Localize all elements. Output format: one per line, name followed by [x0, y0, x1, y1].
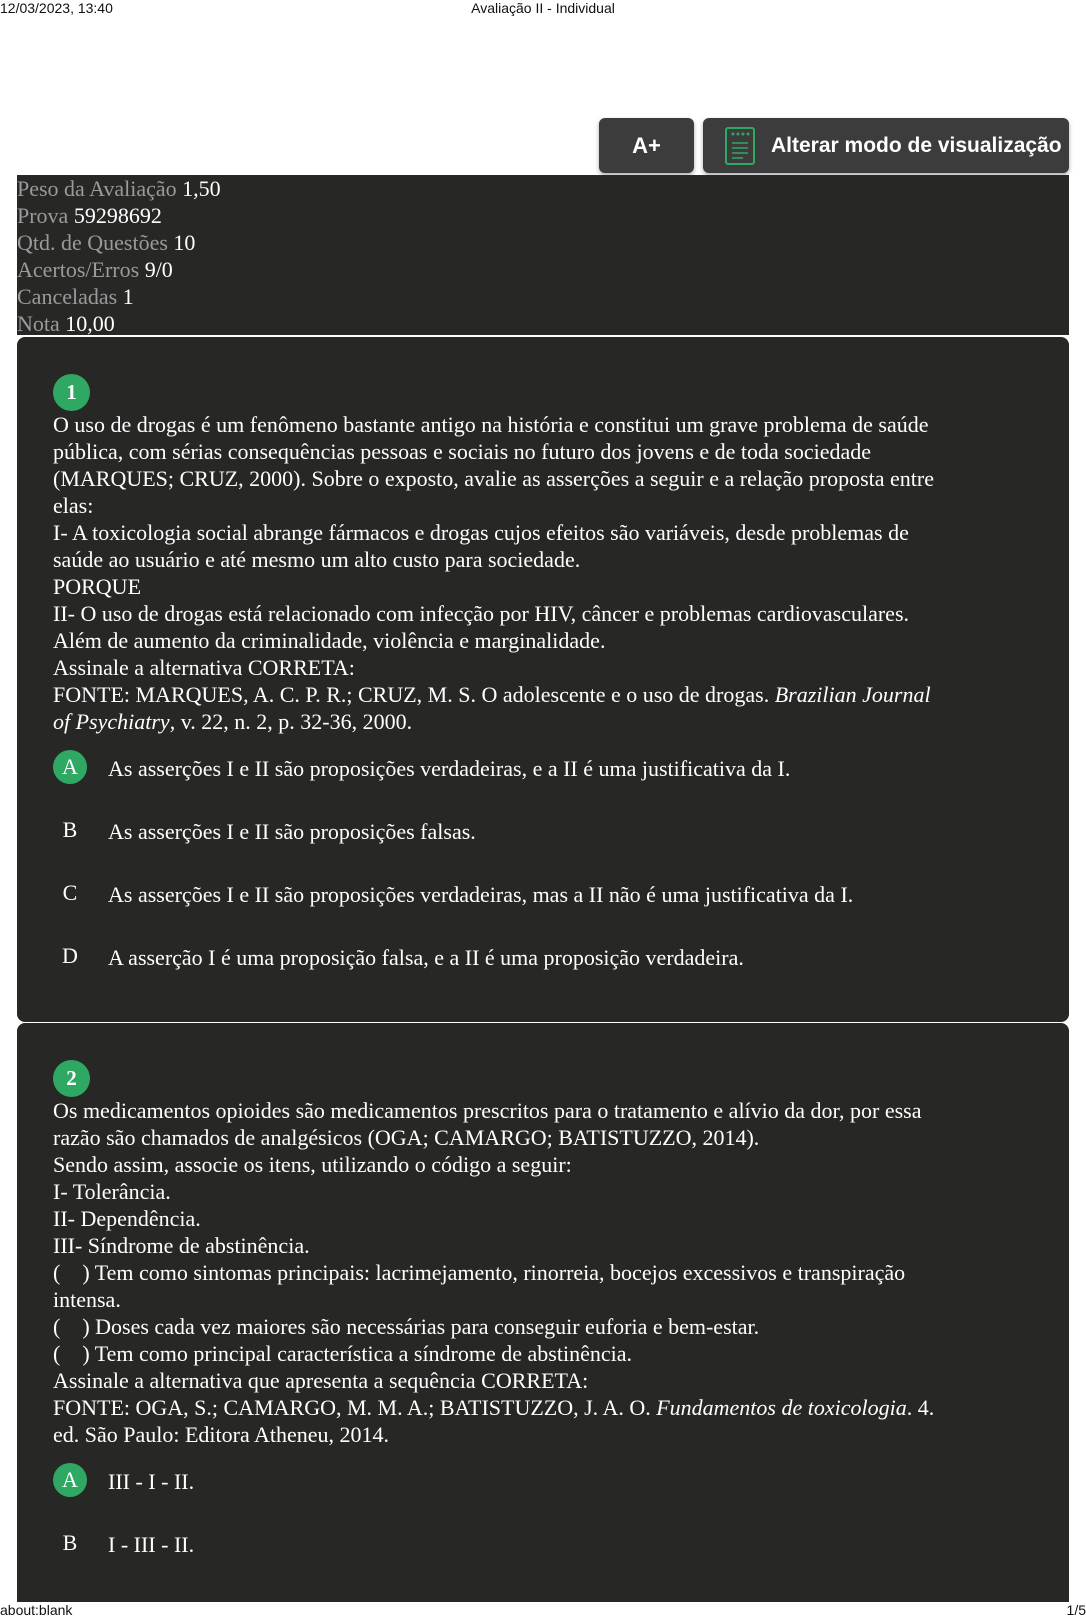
grade-value: 10,00 [65, 311, 115, 336]
view-mode-label: Alterar modo de visualização [771, 133, 1062, 157]
option-text: As asserções I e II são proposições verdadeiras, e a II é uma justificativa da I. [108, 756, 791, 781]
option-text: A asserção I é uma proposição falsa, e a II é uma proposição verdadeira. [108, 945, 744, 970]
summary-exam [17, 202, 1069, 229]
question-card-1 [17, 337, 1069, 1022]
question-line: O uso de drogas é um fenômeno bastante antigo na história e constitui um grave problema de saúde [53, 412, 929, 437]
print-url: about:blank [0, 1602, 73, 1618]
question-line: ( ) Tem como sintomas principais: lacrimejamento, rinorreia, bocejos excessivos e transpiração [53, 1260, 906, 1285]
questions-label: Qtd. de Questões [17, 230, 168, 255]
question-source: ed. São Paulo: Editora Atheneu, 2014. [53, 1422, 390, 1447]
print-page-number: 1/5 [1066, 1602, 1086, 1618]
document-icon [725, 127, 755, 165]
weight-label: Peso da Avaliação [17, 176, 177, 201]
print-datetime: 12/03/2023, 13:40 [0, 0, 113, 16]
option-text: I - III - II. [108, 1532, 195, 1557]
option-a[interactable] [53, 750, 1039, 813]
option-d[interactable] [53, 939, 1039, 1002]
exam-value: 59298692 [73, 203, 162, 228]
summary-score [17, 256, 1069, 283]
question-line: Os medicamentos opioides são medicamentos prescritos para o tratamento e alívio da dor, por essa [53, 1098, 922, 1123]
question-line: pública, com sérias consequências pessoas e sociais no futuro dos jovens e de toda sociedade [53, 439, 872, 464]
cancelled-value: 1 [122, 284, 134, 309]
option-text: As asserções I e II são proposições falsas. [108, 819, 476, 844]
question-line: elas: [53, 493, 94, 518]
option-c[interactable] [53, 876, 1039, 939]
option-b[interactable] [53, 1526, 1039, 1589]
answer-options [53, 1463, 1039, 1589]
exam-label: Prova [17, 203, 69, 228]
question-line: (MARQUES; CRUZ, 2000). Sobre o exposto, avalie as asserções a seguir e a relação proposta entre [53, 466, 934, 491]
option-letter: D [62, 943, 78, 968]
weight-value: 1,50 [182, 176, 221, 201]
grade-label: Nota [17, 311, 60, 336]
option-letter: C [62, 880, 78, 905]
summary-grade [17, 310, 1069, 337]
print-page-title: Avaliação II - Individual [471, 0, 615, 16]
question-line: I- Tolerância. [53, 1179, 171, 1204]
question-line: III- Síndrome de abstinência. [53, 1233, 310, 1258]
question-line: razão são chamados de analgésicos (OGA; CAMARGO; BATISTUZZO, 2014). [53, 1125, 760, 1150]
summary-weight [17, 175, 1069, 202]
question-line: ( ) Tem como principal característica a síndrome de abstinência. [53, 1341, 632, 1366]
question-number: 2 [53, 1060, 90, 1097]
score-label: Acertos/Erros [17, 257, 140, 282]
font-size-label: A+ [632, 132, 661, 158]
question-line: saúde ao usuário e até mesmo um alto custo para sociedade. [53, 547, 581, 572]
question-text [53, 1097, 1039, 1448]
question-line: I- A toxicologia social abrange fármacos e drogas cujos efeitos são variáveis, desde problemas de [53, 520, 909, 545]
question-line: Assinale a alternativa que apresenta a sequência CORRETA: [53, 1368, 589, 1393]
question-number: 1 [53, 374, 90, 411]
question-line: Além de aumento da criminalidade, violência e marginalidade. [53, 628, 606, 653]
option-letter: A [53, 750, 87, 784]
question-line: Assinale a alternativa CORRETA: [53, 655, 355, 680]
question-line: PORQUE [53, 574, 142, 599]
option-text: III - I - II. [108, 1469, 195, 1494]
questions-value: 10 [173, 230, 196, 255]
question-source: FONTE: MARQUES, A. C. P. R.; CRUZ, M. S. O adolescente e o uso de drogas. Brazilian Journal [53, 682, 931, 707]
answer-options [53, 750, 1039, 1002]
view-mode-button[interactable] [703, 118, 1069, 173]
option-letter: B [62, 1530, 78, 1555]
print-header [0, 0, 1086, 18]
cancelled-label: Canceladas [17, 284, 118, 309]
option-b[interactable] [53, 813, 1039, 876]
question-text [53, 411, 1039, 735]
question-line: intensa. [53, 1287, 121, 1312]
option-text: As asserções I e II são proposições verdadeiras, mas a II não é uma justificativa da I. [108, 882, 854, 907]
question-line: ( ) Doses cada vez maiores são necessárias para conseguir euforia e bem-estar. [53, 1314, 760, 1339]
question-line: II- O uso de drogas está relacionado com infecção por HIV, câncer e problemas cardiovasculares. [53, 601, 910, 626]
print-footer [0, 1602, 1086, 1620]
option-letter: B [62, 817, 78, 842]
option-a[interactable] [53, 1463, 1039, 1526]
question-card-2 [17, 1023, 1069, 1602]
question-source: of Psychiatry, v. 22, n. 2, p. 32-36, 2000. [53, 709, 413, 734]
summary-questions [17, 229, 1069, 256]
question-line: II- Dependência. [53, 1206, 201, 1231]
font-size-button[interactable] [599, 118, 694, 173]
summary-cancelled [17, 283, 1069, 310]
question-source: FONTE: OGA, S.; CAMARGO, M. M. A.; BATISTUZZO, J. A. O. Fundamentos de toxicologia. 4. [53, 1395, 935, 1420]
exam-summary [17, 175, 1069, 335]
question-line: Sendo assim, associe os itens, utilizando o código a seguir: [53, 1152, 572, 1177]
score-value: 9/0 [144, 257, 173, 282]
option-letter: A [53, 1463, 87, 1497]
